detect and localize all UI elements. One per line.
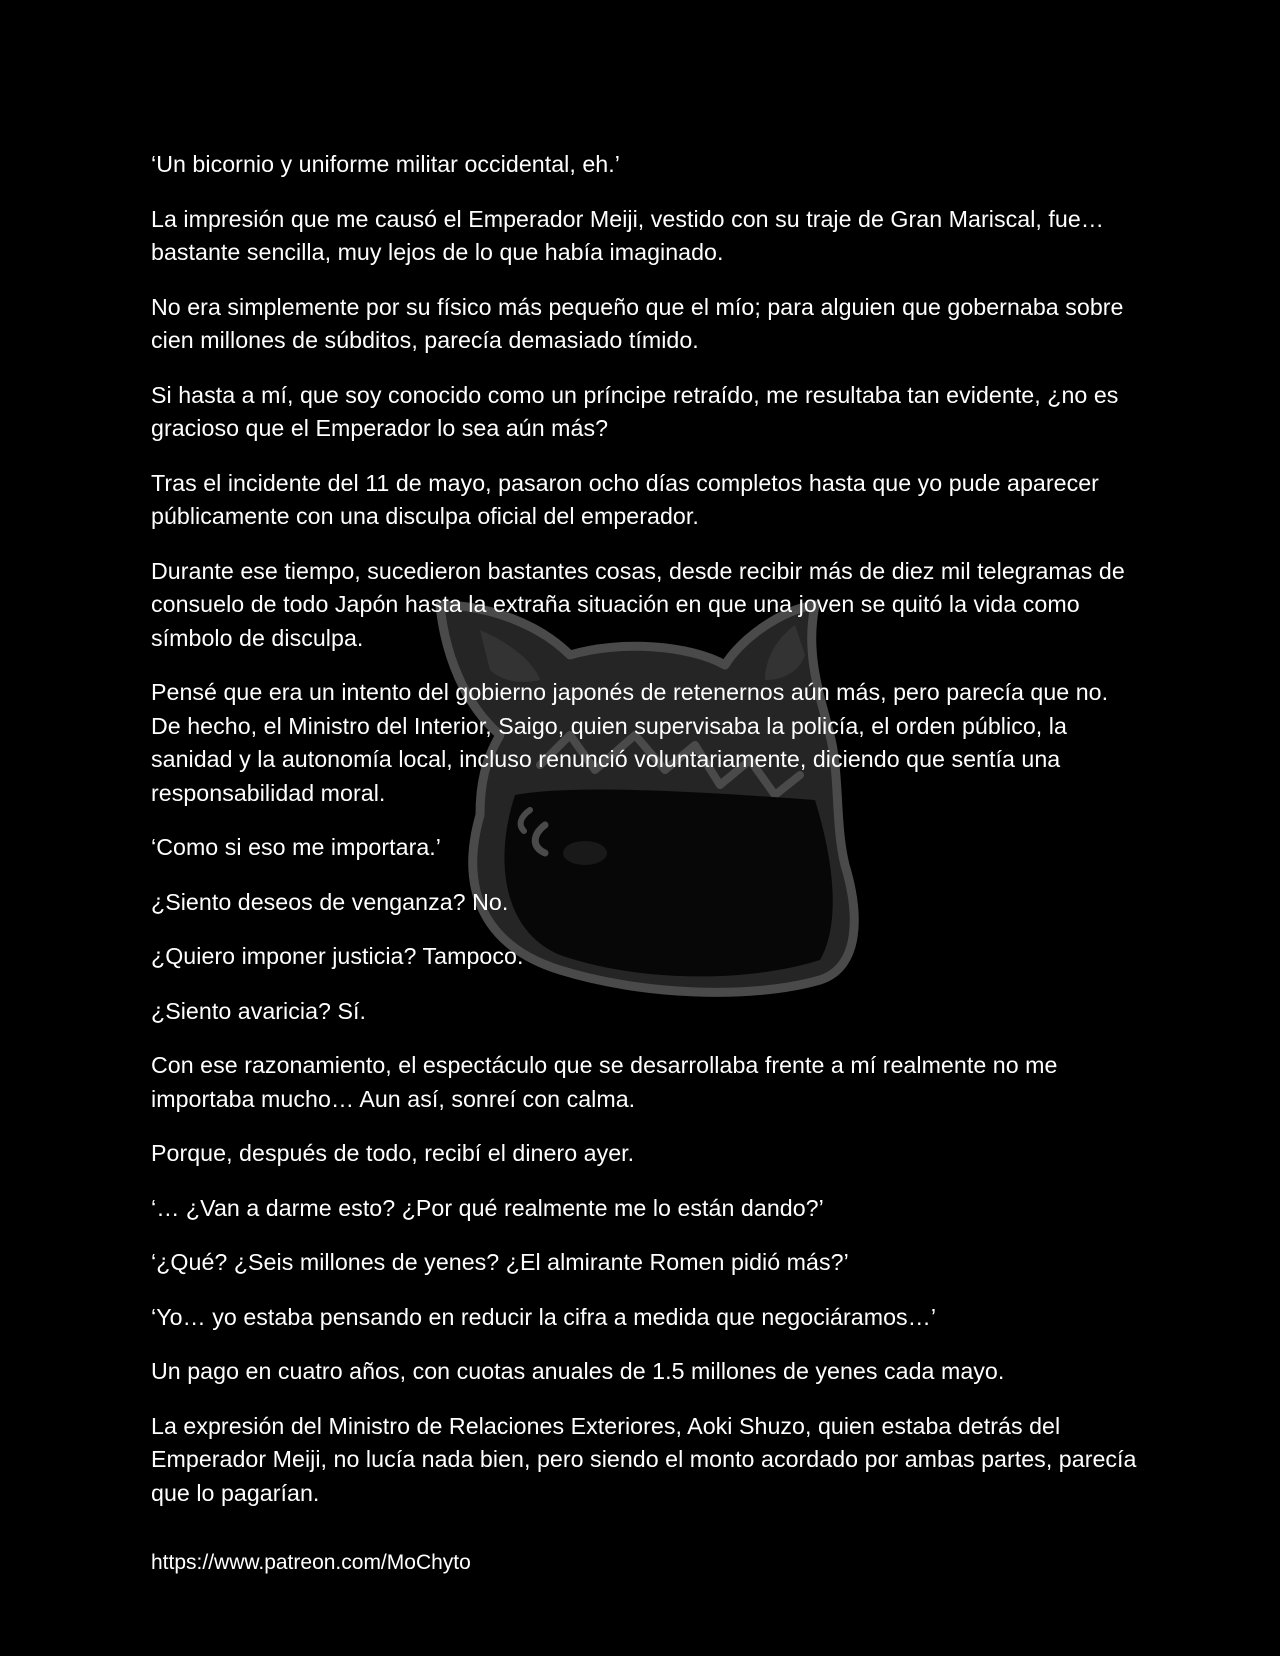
paragraph: ¿Siento deseos de venganza? No. [151, 888, 509, 915]
paragraph: Un pago en cuatro años, con cuotas anuales de 1.5 millones de yenes cada mayo. [151, 1358, 1005, 1384]
paragraph: ¿Siento avaricia? Sí. [151, 997, 366, 1024]
paragraph: Con ese razonamiento, el espectáculo que se desarrollaba frente a mí realmente no me importaba mucho… Aun así, sonreí con calma. [151, 1052, 1058, 1112]
patreon-link[interactable]: https://www.patreon.com/MoChyto [151, 1551, 471, 1574]
paragraph: ‘Como si eso me importara.’ [151, 834, 441, 860]
paragraph: Pensé que era un intento del gobierno japonés de retenernos aún más, pero parecía que no. De hecho, el Ministro del Interior, Saigo, quien supervisaba la policía, el orden público, la sanidad y la autonomía local, incluso renunció voluntariamente, diciendo que sentía una responsabilidad moral. [151, 679, 1109, 806]
paragraph: No era simplemente por su físico más pequeño que el mío; para alguien que gobernaba sobre cien millones de súbditos, parecía demasiado tímido. [151, 293, 1124, 353]
paragraph: La impresión que me causó el Emperador Meiji, vestido con su traje de Gran Mariscal, fue… bastante sencilla, muy lejos de lo que había imaginado. [151, 205, 1104, 265]
paragraph: ‘… ¿Van a darme esto? ¿Por qué realmente me lo están dando?’ [151, 1194, 824, 1221]
paragraph: Si hasta a mí, que soy conocido como un príncipe retraído, me resultaba tan evidente, ¿no es gracioso que el Emperador lo sea aún más? [151, 381, 1119, 441]
article-body [151, 148, 1141, 1531]
paragraph: La expresión del Ministro de Relaciones Exteriores, Aoki Shuzo, quien estaba detrás del Emperador Meiji, no lucía nada bien, pero siendo el monto acordado por ambas partes, parecía que lo pagarían. [151, 1412, 1137, 1506]
paragraph: ¿Quiero imponer justicia? Tampoco. [151, 943, 524, 969]
paragraph: Durante ese tiempo, sucedieron bastantes cosas, desde recibir más de diez mil telegramas de consuelo de todo Japón hasta la extraña situación en que una joven se quitó la vida como símbolo de disculpa. [151, 557, 1125, 651]
paragraph: Tras el incidente del 11 de mayo, pasaron ocho días completos hasta que yo pude aparecer públicamente con una disculpa oficial del emperador. [151, 469, 1099, 529]
paragraph: ‘¿Qué? ¿Seis millones de yenes? ¿El almirante Romen pidió más?’ [151, 1249, 849, 1275]
paragraph: Porque, después de todo, recibí el dinero ayer. [151, 1140, 635, 1166]
paragraph: ‘Yo… yo estaba pensando en reducir la cifra a medida que negociáramos…’ [151, 1303, 937, 1330]
paragraph: ‘Un bicornio y uniforme militar occidental, eh.’ [151, 151, 620, 177]
